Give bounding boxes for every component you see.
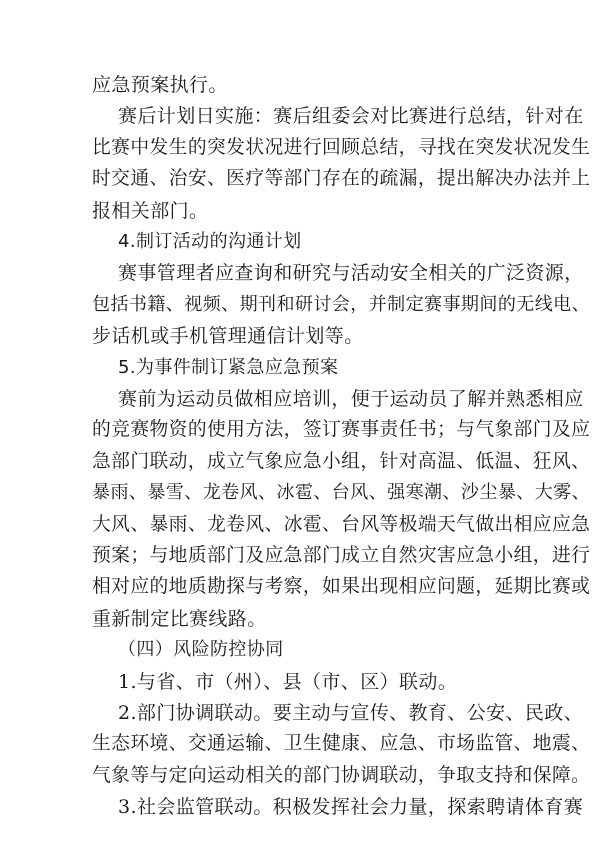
text-line: 报相关部门。 bbox=[92, 199, 209, 222]
text-line: 气象等与定向运动相关的部门协调联动，争取支持和保障。 bbox=[92, 764, 591, 786]
text-line: 应急预案执行。 bbox=[92, 74, 228, 96]
text-line: 2.部门协调联动。要主动与宣传、教育、公安、民政、 bbox=[118, 702, 584, 724]
text-line: 相对应的地质勘探与考察，如果出现相应问题，延期比赛或 bbox=[92, 576, 591, 598]
section-heading: 4.制订活动的沟通计划 bbox=[118, 231, 302, 252]
text-line: 生态环境、交通运输、卫生健康、应急、市场监管、地震、 bbox=[92, 733, 591, 755]
text-line: 1.与省、市（州）、县（市、区）联动。 bbox=[118, 670, 458, 693]
text-line: 比赛中发生的突发状况进行回顾总结，寻找在突发状况发生 bbox=[92, 136, 591, 158]
text-line: 预案；与地质部门及应急部门成立自然灾害应急小组，进行 bbox=[92, 545, 591, 566]
text-line: 包括书籍、视频、期刊和研讨会，并制定赛事期间的无线电、 bbox=[92, 293, 591, 315]
text-line: 步话机或手机管理通信计划等。 bbox=[92, 325, 364, 348]
text-line: 的竞赛物资的使用方法，签订赛事责任书；与气象部门及应 bbox=[92, 419, 591, 441]
section-heading: （四）风险防控协同 bbox=[118, 639, 284, 661]
text-line: 赛后计划日实施：赛后组委会对比赛进行总结，针对在 bbox=[118, 105, 584, 128]
text-line: 重新制定比赛线路。 bbox=[92, 607, 267, 630]
text-line: 暴雨、暴雪、龙卷风、冰雹、台风、强寒潮、沙尘暴、大雾、 bbox=[92, 482, 591, 504]
text-line: 赛事管理者应查询和研究与活动安全相关的广泛资源， bbox=[118, 262, 584, 285]
text-line: 时交通、治安、医疗等部门存在的疏漏，提出解决办法并上 bbox=[92, 168, 591, 190]
text-line: 赛前为运动员做相应培训，便于运动员了解并熟悉相应 bbox=[118, 388, 584, 410]
section-heading: 5.为事件制订紧急应急预案 bbox=[118, 356, 339, 378]
text-line: 3.社会监管联动。积极发挥社会力量，探索聘请体育赛 bbox=[118, 796, 584, 819]
text-line: 急部门联动，成立气象应急小组，针对高温、低温、狂风、 bbox=[92, 450, 591, 472]
text-line: 大风、暴雨、龙卷风、冰雹、台风等极端天气做出相应应急 bbox=[92, 513, 591, 535]
